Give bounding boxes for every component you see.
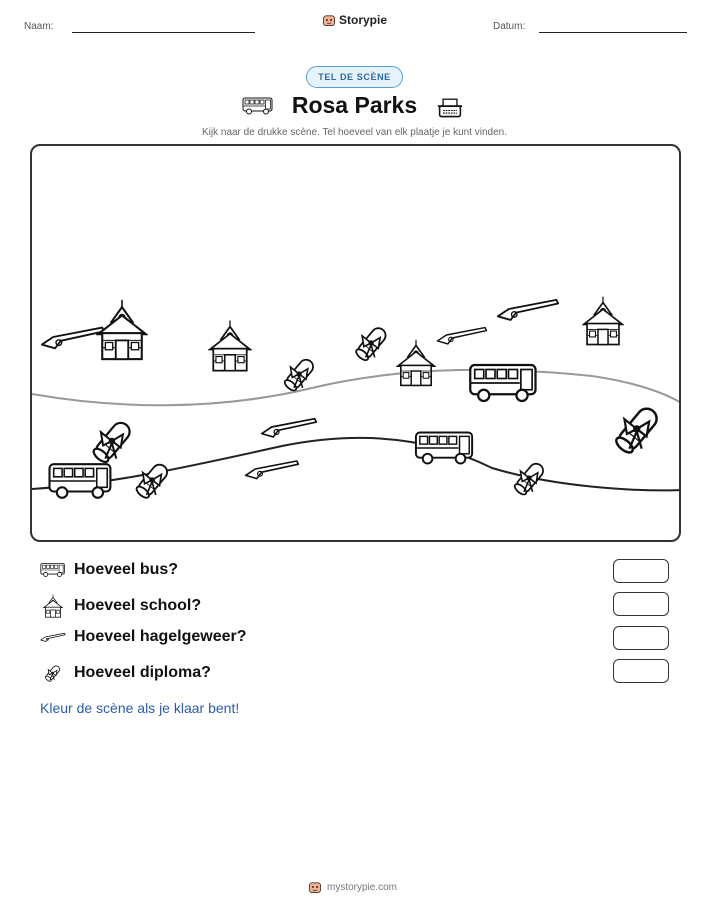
diploma-icon — [40, 660, 66, 686]
counting-scene[interactable] — [30, 144, 681, 542]
instructions: Kijk naar de drukke scène. Tel hoeveel van elk plaatje je kunt vinden. — [201, 127, 507, 138]
question-school — [40, 594, 201, 618]
activity-badge: TEL DE SCÈNE — [306, 66, 403, 88]
name-label: Naam: — [24, 21, 54, 32]
diploma-icon[interactable] — [128, 452, 178, 508]
question-diploma — [40, 660, 211, 686]
date-label: Datum: — [493, 21, 526, 32]
school-icon[interactable] — [396, 335, 436, 391]
question-bus — [40, 561, 178, 579]
question-text: Hoeveel hagelgeweer? — [74, 628, 247, 645]
date-field[interactable] — [539, 32, 687, 33]
name-field[interactable] — [72, 32, 255, 33]
diploma-icon[interactable] — [606, 392, 670, 466]
shotgun-icon[interactable] — [496, 292, 560, 326]
shotgun-icon[interactable] — [436, 320, 488, 350]
typewriter-icon — [436, 94, 464, 120]
bus-icon[interactable] — [468, 360, 540, 406]
brand-logo — [322, 13, 387, 27]
page-title: Rosa Parks — [291, 92, 418, 118]
question-text: Hoeveel diploma? — [74, 664, 211, 681]
storypie-icon — [308, 880, 322, 894]
diploma-icon[interactable] — [348, 316, 396, 370]
bus-icon[interactable] — [414, 428, 476, 468]
answer-box-diploma[interactable] — [613, 659, 669, 683]
footer — [308, 880, 397, 894]
school-icon — [40, 594, 66, 618]
question-text: Hoeveel school? — [74, 597, 202, 614]
diploma-icon[interactable] — [276, 348, 324, 400]
question-shotgun — [40, 628, 247, 646]
storypie-icon — [322, 13, 336, 27]
answer-box-school[interactable] — [613, 592, 669, 616]
brand-name: Storypie — [339, 13, 388, 27]
school-icon[interactable] — [96, 294, 148, 366]
question-text: Hoeveel bus? — [74, 561, 179, 578]
school-icon[interactable] — [582, 292, 624, 350]
bus-icon[interactable] — [46, 460, 116, 502]
closing-note: Kleur de scène als je klaar bent! — [40, 700, 240, 716]
answer-box-bus[interactable] — [613, 559, 669, 583]
shotgun-icon — [40, 628, 66, 646]
footer-url[interactable]: mystorypie.com — [327, 881, 398, 893]
bus-icon — [40, 561, 66, 579]
answer-box-shotgun[interactable] — [613, 626, 669, 650]
school-icon[interactable] — [208, 316, 252, 376]
shotgun-icon[interactable] — [260, 408, 318, 446]
diploma-icon[interactable] — [506, 452, 554, 504]
shotgun-icon[interactable] — [244, 450, 300, 488]
